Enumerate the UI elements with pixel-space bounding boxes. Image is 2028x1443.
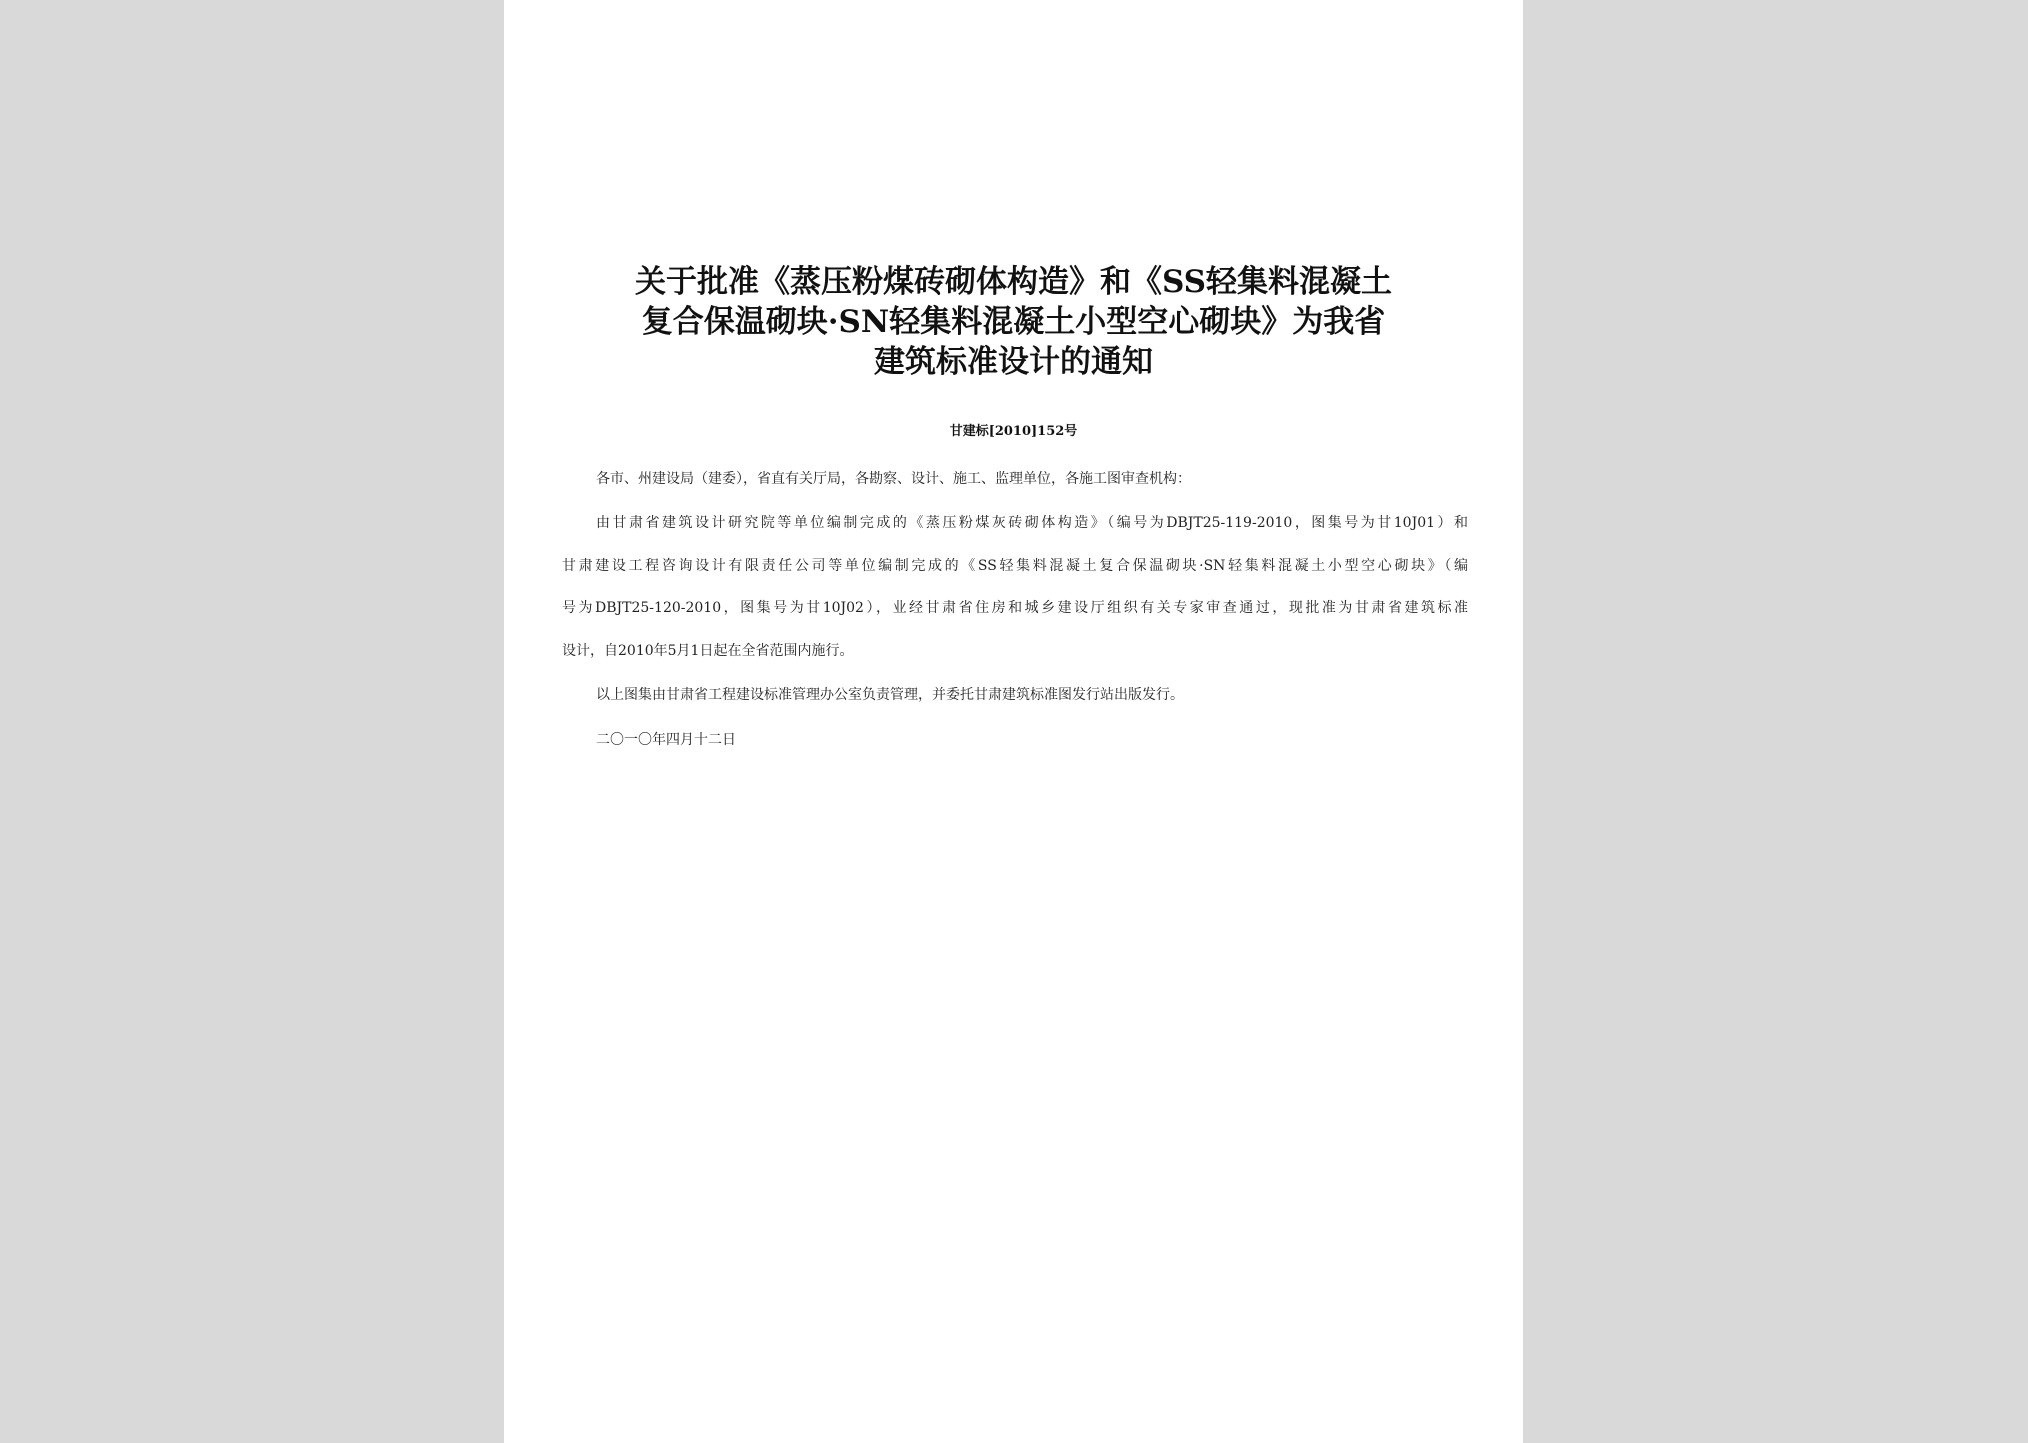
- paragraph-1-line-2: 甘肃建设工程咨询设计有限责任公司等单位编制完成的《SS轻集料混凝土复合保温砌块·SN轻集料混凝土小型空心砌块》（编: [562, 558, 1468, 574]
- addressee-line: 各市、州建设局（建委），省直有关厅局，各勘察、设计、施工、监理单位，各施工图审查机构：: [596, 471, 1191, 487]
- paragraph-1-line-4: 设计，自2010年5月1日起在全省范围内施行。: [562, 643, 854, 659]
- title-line-3: 建筑标准设计的通知: [874, 344, 1153, 380]
- title-line-2: 复合保温砌块·SN轻集料混凝土小型空心砌块》为我省: [641, 304, 1386, 340]
- document-title: [554, 262, 1473, 382]
- paragraph-1-line-1: 由甘肃省建筑设计研究院等单位编制完成的《蒸压粉煤灰砖砌体构造》（编号为DBJT25-119-2010，图集号为甘10J01）和: [596, 515, 1468, 531]
- paragraph-2: 以上图集由甘肃省工程建设标准管理办公室负责管理，并委托甘肃建筑标准图发行站出版发行。: [596, 687, 1184, 703]
- document-number: 甘建标[2010]152号: [949, 424, 1078, 439]
- document-date: 二〇一〇年四月十二日: [596, 732, 736, 748]
- paragraph-1-line-3: 号为DBJT25-120-2010，图集号为甘10J02），业经甘肃省住房和城乡建设厅组织有关专家审查通过，现批准为甘肃省建筑标准: [562, 600, 1468, 616]
- document-page: [504, 0, 1523, 1443]
- title-line-1: 关于批准《蒸压粉煤砖砌体构造》和《SS轻集料混凝土: [634, 264, 1393, 300]
